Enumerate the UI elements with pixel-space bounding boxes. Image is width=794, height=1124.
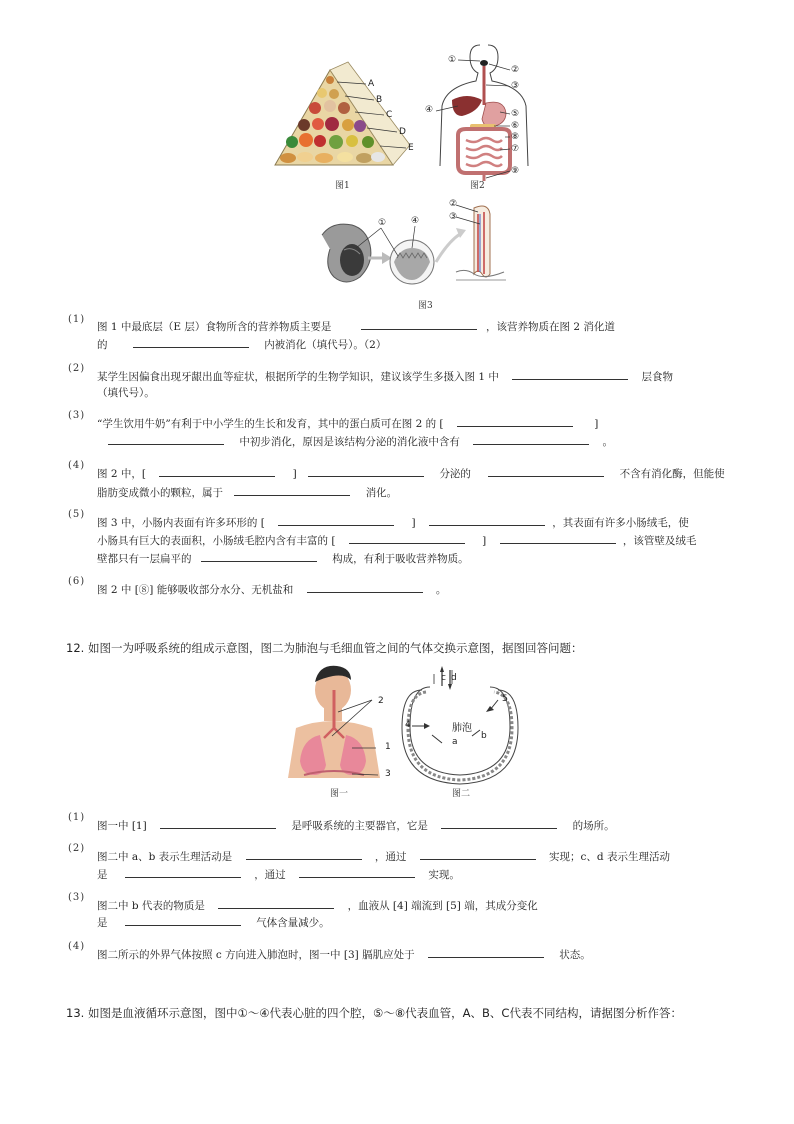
fig1-label-c: C [386, 110, 393, 120]
q11-sub2-number: (2) [68, 363, 86, 374]
q12-sub1-text-a: 图一中 [1] [97, 820, 147, 832]
fig1-label-e: E [408, 143, 414, 153]
fig1-label-a: A [368, 79, 375, 89]
q12-sub2-text-f: 实现。 [428, 869, 460, 881]
q11-sub5-text-f: ，该管壁及绒毛 [622, 535, 697, 547]
q12-sub2-text-d: 是 [97, 869, 108, 881]
fig2-label-7: ⑦ [511, 144, 520, 154]
q12-sub2-text-c: 实现；c、d 表示生理活动 [549, 851, 670, 863]
fig2-label-9: ⑨ [511, 166, 520, 176]
q12-sub3-number: (3) [68, 892, 86, 903]
q11-sub4-text-e: 脂肪变成微小的颗粒，属于 [97, 487, 223, 499]
fig3-label-4: ④ [411, 216, 420, 226]
q11-sub4-text-d: 不含有消化酶，但能使 [619, 468, 725, 480]
q12-sub2-blank-3[interactable] [125, 866, 241, 878]
q11-sub1-text-a: 图 1 中最底层（E 层）食物所含的营养物质主要是 [97, 321, 332, 333]
q11-sub5-text-a: 图 3 中，小肠内表面有许多环形的 [ [97, 517, 265, 529]
fig2-caption: 图2 [470, 181, 485, 191]
q11-sub5-text-b: ] [411, 517, 416, 529]
q12-sub3-text-a: 图二中 b 代表的物质是 [97, 900, 205, 912]
resp-fig2-label-alveolus: 肺泡 [452, 723, 472, 734]
fig2-label-2: ② [511, 65, 520, 75]
fig3-label-3: ③ [449, 212, 458, 222]
resp-fig2-label-a: a [452, 737, 458, 747]
q12-sub2-blank-1[interactable] [246, 848, 362, 860]
q12-sub1-number: (1) [68, 812, 86, 823]
q12-sub2-text-a: 图二中 a、b 表示生理活动是 [97, 851, 233, 863]
q11-sub2-text-b: 层食物 [641, 371, 674, 383]
q11-sub5-text-c: ，其表面有许多小肠绒毛，使 [552, 517, 689, 529]
q11-sub5-number: (5) [68, 509, 86, 520]
fig2-label-5: ⑤ [511, 109, 520, 119]
fig2-label-8: ⑧ [511, 132, 520, 142]
fig2-label-4: ④ [425, 105, 434, 115]
fig3-label-2: ② [449, 199, 458, 209]
q12-sub1-text-b: 是呼吸系统的主要器官，它是 [291, 820, 428, 832]
resp-fig1-caption: 图一 [330, 789, 349, 799]
q12-sub3-text-b: ，血液从 [4] 端流到 [5] 端，其成分变化 [347, 900, 538, 912]
q11-sub4-text-c: 分泌的 [439, 468, 471, 480]
resp-fig2-label-5: 5 [502, 694, 508, 704]
q11-sub2-text-c: （填代号）。 [97, 387, 155, 399]
resp-fig2-label-4: 4 [405, 720, 411, 730]
q11-sub3-text-b: ] [594, 418, 599, 430]
q12-sub2-blank-4[interactable] [299, 866, 415, 878]
q12-sub1-blank-2[interactable] [441, 817, 557, 829]
q12-sub2-text-b: ，通过 [374, 851, 407, 863]
q12-heading: 12. 如图一为呼吸系统的组成示意图，图二为肺泡与毛细血管之间的气体交换示意图，据图回答问题： [66, 641, 583, 655]
fig1-label-d: D [399, 127, 406, 137]
q11-sub6-number: (6) [68, 576, 86, 587]
q11-sub4-text-f: 消化。 [365, 487, 398, 499]
resp-fig1-label-2: 2 [378, 696, 384, 706]
q12-sub3-blank-2[interactable] [125, 914, 241, 926]
q11-sub5-text-d: 小肠具有巨大的表面积，小肠绒毛腔内含有丰富的 [ [97, 535, 336, 547]
q11-sub1-text-b: ，该营养物质在图 2 消化道 [486, 321, 615, 333]
resp-fig1-label-1: 1 [385, 742, 391, 752]
resp-fig2-label-c: c [441, 673, 446, 683]
q12-sub3-text-d: 气体含量减少。 [256, 917, 330, 929]
q11-sub5-text-e: ] [482, 535, 487, 547]
fig3-caption: 图3 [418, 301, 433, 311]
q11-sub4-number: (4) [68, 460, 86, 471]
q12-sub2-number: (2) [68, 843, 86, 854]
q11-sub4-text-a: 图 2 中，[ [97, 468, 146, 480]
q12-sub1-text-c: 的场所。 [572, 820, 615, 832]
resp-fig2-label-b: b [481, 731, 487, 741]
q12-sub3-blank-1[interactable] [218, 897, 334, 909]
resp-fig2-caption: 图二 [452, 789, 471, 799]
q11-sub1-text-c: 的 [97, 339, 108, 351]
q11-sub5-text-h: 构成，有利于吸收营养物质。 [332, 553, 469, 565]
q11-sub3-text-c: 中初步消化，原因是该结构分泌的消化液中含有 [239, 436, 460, 448]
resp-fig2-label-d: d [451, 673, 457, 683]
fig2-label-6: ⑥ [511, 121, 520, 131]
q12-sub3-text-c: 是 [97, 917, 108, 929]
q11-sub3-number: (3) [68, 410, 86, 421]
q11-sub5-text-g: 壁都只有一层扁平的 [97, 553, 192, 565]
resp-fig1-label-3: 3 [385, 769, 391, 779]
q12-sub4-text-a: 图二所示的外界气体按照 c 方向进入肺泡时，图一中 [3] 膈肌应处于 [97, 949, 415, 961]
q11-sub6-text-b: 。 [435, 584, 447, 596]
q12-sub2-text-e: ，通过 [254, 869, 286, 881]
fig1-label-b: B [376, 95, 383, 105]
q11-sub3-text-a: “学生饮用牛奶”有利于中小学生的生长和发育，其中的蛋白质可在图 2 的 [ [97, 418, 444, 430]
q11-sub6-text-a: 图 2 中 [⑧] 能够吸收部分水分、无机盐和 [97, 584, 294, 596]
q11-sub3-text-d: 。 [602, 436, 614, 448]
q11-sub1-number: (1) [68, 314, 86, 325]
q11-sub4-text-b: ] [292, 468, 297, 480]
q12-sub4-number: (4) [68, 941, 86, 952]
fig1-caption: 图1 [335, 181, 350, 191]
fig3-label-1: ① [378, 218, 387, 228]
fig2-label-3: ③ [511, 81, 520, 91]
fig2-label-1: ① [448, 55, 457, 65]
q12-sub1-blank-1[interactable] [160, 817, 276, 829]
q11-sub2-text-a: 某学生因偏食出现牙龈出血等症状，根据所学的生物学知识，建议该学生多摄入图 1 中 [97, 371, 499, 383]
q11-sub1-text-d: 内被消化（填代号）。（2） [264, 339, 387, 351]
q12-sub4-text-b: 状态。 [559, 949, 591, 961]
q13-heading: 13. 如图是血液循环示意图，图中①～④代表心脏的四个腔，⑤～⑧代表血管，A、B、C代表不同结构，请据图分析作答： [66, 1006, 682, 1020]
q12-sub4-blank-1[interactable] [428, 946, 544, 958]
q12-sub2-blank-2[interactable] [420, 848, 536, 860]
